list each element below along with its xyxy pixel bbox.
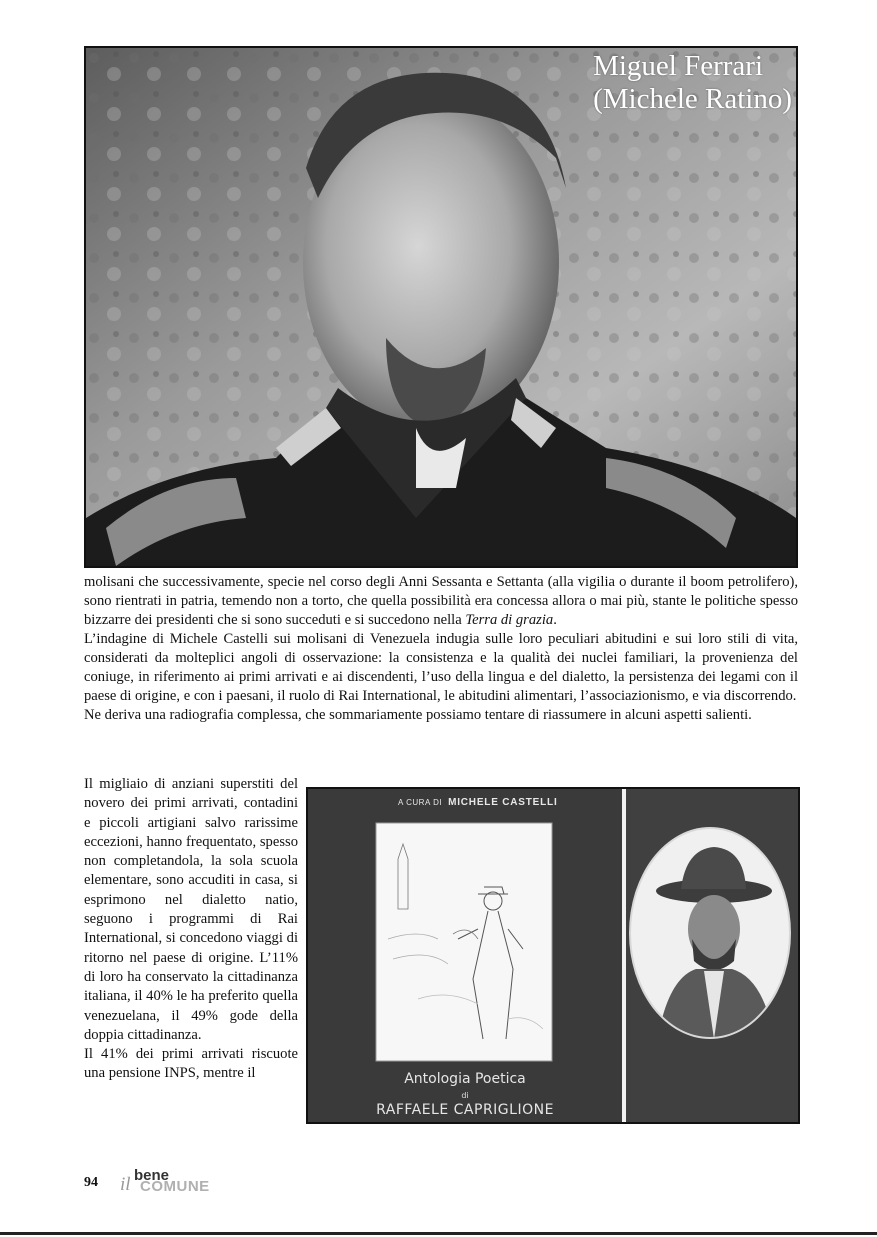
figure-book-cover-and-portrait (306, 787, 800, 1124)
magazine-logo (120, 1168, 240, 1196)
article-column (84, 775, 298, 1084)
logo-comune: COMUNE (140, 1178, 210, 1195)
portrait-photo-miguel-ferrari (84, 46, 798, 568)
cover-author: RAFFAELE CAPRIGLIONE (376, 1102, 554, 1118)
cover-title: Antologia Poetica (404, 1071, 526, 1087)
cover-header-name: MICHELE CASTELLI (448, 797, 558, 808)
paragraph-1-italic: Terra di grazia (465, 612, 554, 628)
caption-real-name: (Michele Ratino) (593, 83, 792, 115)
paragraph-3: Ne deriva una radiografia complessa, che sommariamente possiamo tentare di riassumere in alcuni aspetti salienti. (84, 707, 752, 723)
photo-caption (593, 50, 792, 116)
cover-header-prefix: A CURA DI (398, 798, 443, 807)
paragraph-1 (84, 573, 798, 630)
cover-di: di (461, 1091, 469, 1100)
page-number: 94 (84, 1175, 98, 1190)
oval-portrait-panel (626, 789, 798, 1122)
logo-bene: bene (134, 1167, 170, 1184)
page-bottom-rule (0, 1232, 877, 1235)
photo-illustration (86, 48, 796, 566)
paragraph-1-text: molisani che successivamente, specie nel corso degli Anni Sessanta e Settanta (alla vigilia o durante il boom petrolifero), sono rientrati in patria, temendo non a torto, che quella possibilità era concessa allora o mai più, stante le politiche spesso bizzarre dei presidenti che si sono succeduti e si succedono nella (84, 574, 798, 628)
article-body (84, 573, 798, 725)
paragraph-2: L’indagine di Michele Castelli sui molisani di Venezuela indugia sulle loro peculiari abitudini e sui loro stili di vita, considerati da molteplici angoli di osservazione: la consistenza e la qualità dei nuclei familiari, la provenienza del coniuge, in riferimento ai primi arrivati e ai discendenti, l’uso della lingua e del dialetto, la persistenza dei legami con il paese di origine, e con i paesani, il ruolo di Rai International, le abitudini alimentari, l’associazionismo, e via discorrendo. (84, 631, 798, 704)
column-paragraph-2: Il 41% dei primi arrivati riscuote una pensione INPS, mentre il (84, 1046, 298, 1082)
book-cover (308, 789, 622, 1122)
paragraph-1-end: . (553, 612, 557, 628)
logo-il: il (120, 1174, 131, 1195)
caption-name: Miguel Ferrari (593, 50, 763, 82)
column-paragraph-1: Il migliaio di anziani superstiti del novero dei primi arrivati, contadini e piccoli artigiani salvo rarissime eccezioni, hanno frequentato, spesso non completandola, la sola scuola elementare, sono accuditi in casa, si esprimono nel dialetto natio, seguono i programmi di Rai International, si concedono viaggi di ritorno nel paese di origine. L’11% di loro ha conservato la cittadinanza italiana, il 40% le ha preferito quella venezuelana, il 49% gode della doppia cittadinanza. (84, 776, 298, 1043)
oval-portrait (626, 789, 798, 1122)
